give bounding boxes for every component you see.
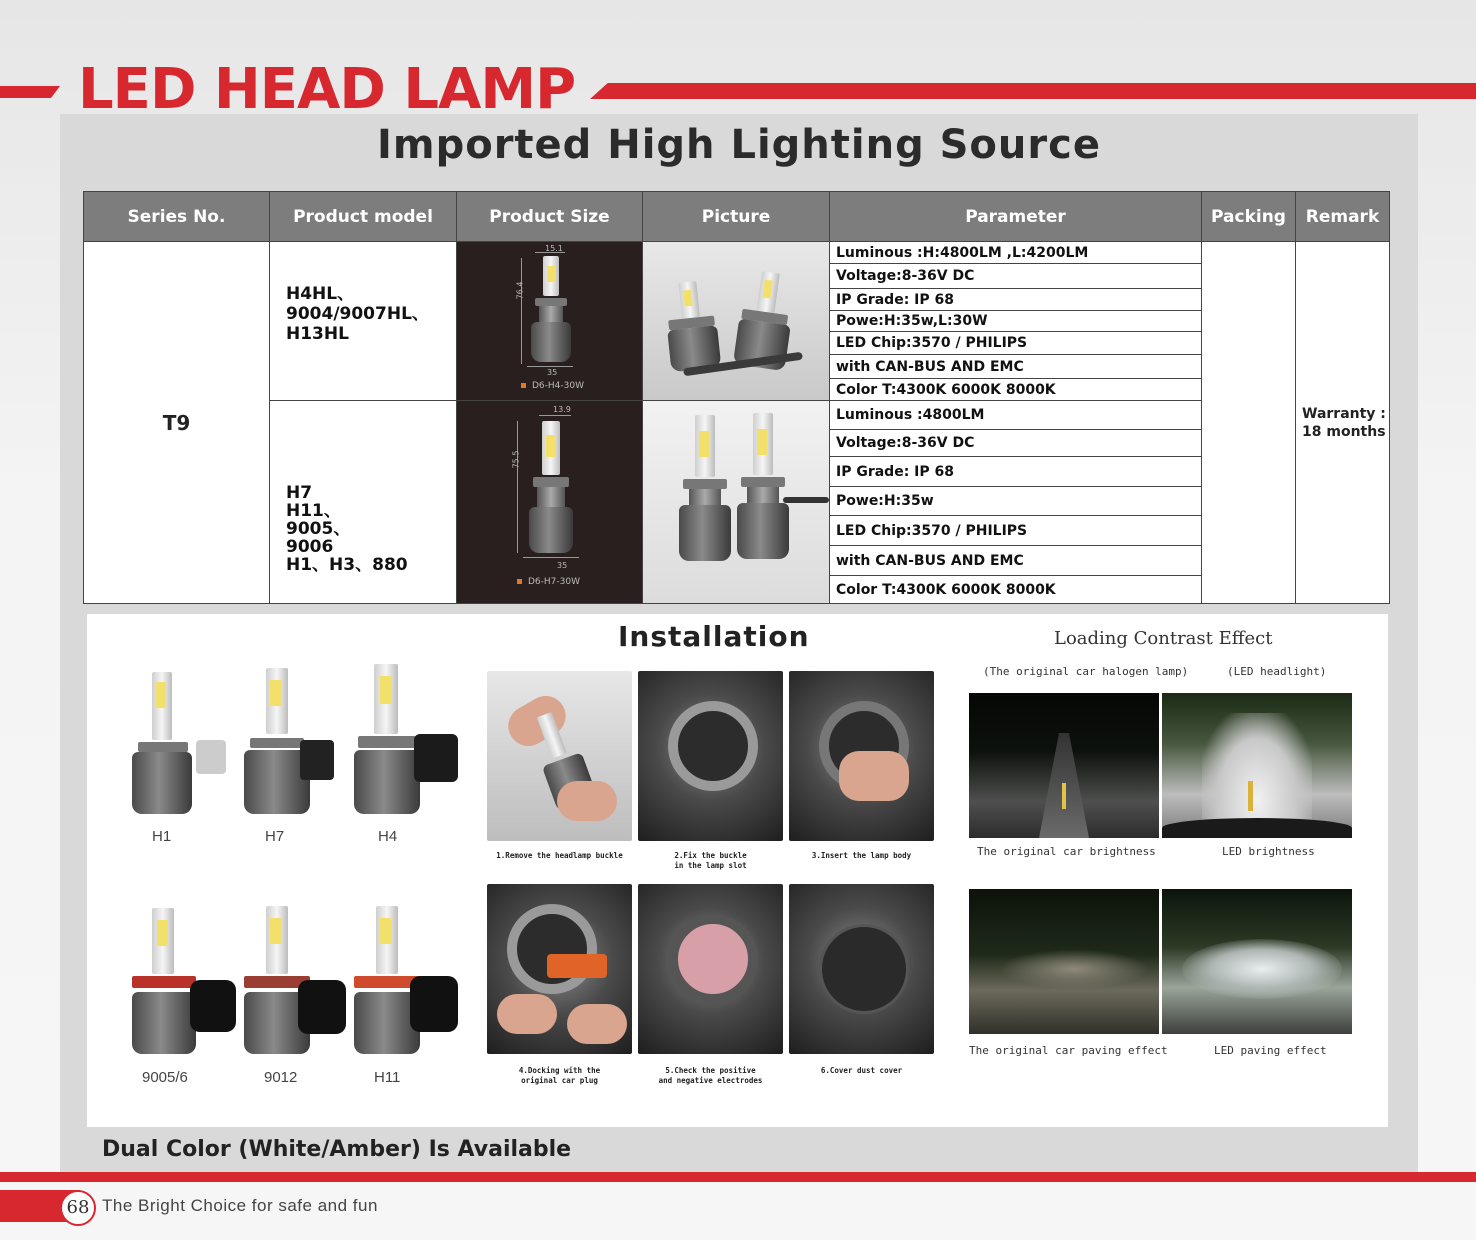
bulb-9005-image xyxy=(128,908,200,1058)
bulb-h1-image xyxy=(128,672,198,818)
dual-color-note: Dual Color (White/Amber) Is Available xyxy=(102,1137,572,1162)
bulb-label-9012: 9012 xyxy=(264,1069,298,1086)
parameter-item: Color T:4300K 6000K 8000K xyxy=(836,581,1056,598)
led-brightness-caption: LED brightness xyxy=(1222,845,1315,858)
parameter-item: IP Grade: IP 68 xyxy=(830,289,1201,311)
parameter-item: LED Chip:3570 / PHILIPS xyxy=(830,332,1201,355)
parameter-item: Powe:H:35w xyxy=(830,487,1201,516)
header-stripe-left xyxy=(0,86,60,98)
dim-bottom-label: 35 xyxy=(547,368,558,377)
parameter-list xyxy=(830,242,1201,400)
model-cell xyxy=(270,401,457,604)
comparison-left-label: (The original car halogen lamp) xyxy=(983,665,1189,678)
dimension-bulb-drawing xyxy=(527,421,575,555)
install-step-3-caption: 3.Insert the lamp body xyxy=(811,851,912,860)
dim-top-label: 15.1 xyxy=(545,244,563,253)
halogen-brightness-photo xyxy=(969,693,1159,838)
parameter-item: Voltage:8-36V DC xyxy=(830,430,1201,457)
model-list: H4HL、 9004/9007HL、 H13HL xyxy=(286,284,429,344)
parameter-cell xyxy=(830,242,1202,401)
warranty-text: Warranty : 18 months xyxy=(1302,405,1386,440)
page-title: LED HEAD LAMP xyxy=(78,57,576,122)
install-step-1-photo xyxy=(487,671,632,841)
parameter-item: Luminous :4800LM xyxy=(830,401,1201,430)
install-step-5-caption: 5.Check the positive and negative electrodes xyxy=(658,1066,763,1085)
parameter-item: LED Chip:3570 / PHILIPS xyxy=(830,516,1201,546)
9012-connector xyxy=(298,980,346,1034)
bulb-h4-image xyxy=(350,664,424,818)
parameter-list xyxy=(830,401,1201,603)
install-step-2-caption: 2.Fix the buckle in the lamp slot xyxy=(674,851,747,870)
packing-cell xyxy=(1202,242,1296,604)
parameter-cell xyxy=(830,401,1202,604)
install-step-1-caption: 1.Remove the headlamp buckle xyxy=(496,851,623,860)
install-step-3-photo xyxy=(789,671,934,841)
spec-table xyxy=(83,191,1390,604)
col-header-model: Product model xyxy=(270,192,457,242)
model-cell xyxy=(270,242,457,401)
product-photo-bulb xyxy=(735,413,791,563)
page-number: 68 xyxy=(60,1190,96,1226)
remark-cell xyxy=(1296,242,1390,604)
col-header-parameter: Parameter xyxy=(830,192,1202,242)
dim-top-label: 13.9 xyxy=(553,405,571,414)
parameter-item: with CAN-BUS AND EMC xyxy=(830,546,1201,576)
halogen-brightness-caption: The original car brightness xyxy=(977,845,1156,858)
parameter-item: with CAN-BUS AND EMC xyxy=(830,355,1201,379)
table-row xyxy=(84,401,1390,604)
picture-cell xyxy=(643,401,830,604)
h4-connector xyxy=(414,734,458,782)
halogen-paving-photo xyxy=(969,889,1159,1034)
install-step-6-photo xyxy=(789,884,934,1054)
bulb-label-9005-6: 9005/6 xyxy=(142,1069,188,1086)
install-step-4-photo xyxy=(487,884,632,1054)
parameter-item: Voltage:8-36V DC xyxy=(830,264,1201,289)
model-list: H7 H11、 9005、 9006 H1、H3、880 xyxy=(286,483,408,575)
size-drawing-cell xyxy=(457,401,643,604)
header-stripe-right xyxy=(590,83,1476,99)
bulb-label-h4: H4 xyxy=(378,828,398,845)
dim-side-label: 76.4 xyxy=(515,281,525,300)
led-brightness-photo xyxy=(1162,693,1352,838)
h7-connector xyxy=(300,740,334,780)
size-caption-text: D6-H4-30W xyxy=(532,381,584,391)
product-photo-bulb xyxy=(656,279,725,375)
install-step-4-caption: 4.Docking with the original car plug xyxy=(518,1066,601,1085)
led-paving-photo xyxy=(1162,889,1352,1034)
parameter-item: IP Grade: IP 68 xyxy=(830,457,1201,487)
size-caption-text: D6-H7-30W xyxy=(528,577,580,587)
page-subtitle: Imported High Lighting Source xyxy=(377,122,1101,168)
install-step-5-photo xyxy=(638,884,783,1054)
dim-bottom-label: 35 xyxy=(557,561,568,570)
install-step-2-photo xyxy=(638,671,783,841)
col-header-picture: Picture xyxy=(643,192,830,242)
h11-connector xyxy=(410,976,458,1032)
size-drawing-cell xyxy=(457,242,643,401)
table-header-row xyxy=(84,192,1390,242)
footer-tagline: The Bright Choice for safe and fun xyxy=(102,1196,378,1215)
halogen-paving-caption: The original car paving effect xyxy=(969,1044,1168,1057)
comparison-right-label: (LED headlight) xyxy=(1227,665,1327,678)
footer-stripe xyxy=(0,1172,1476,1182)
comparison-title: Loading Contrast Effect xyxy=(1054,628,1273,649)
col-header-series: Series No. xyxy=(84,192,270,242)
parameter-item: Color T:4300K 6000K 8000K xyxy=(836,381,1056,398)
dimension-bulb-drawing xyxy=(529,256,573,368)
size-caption xyxy=(521,381,584,391)
size-caption xyxy=(517,577,580,587)
bulb-label-h1: H1 xyxy=(152,828,172,845)
9005-connector xyxy=(190,980,236,1032)
led-paving-caption: LED paving effect xyxy=(1214,1044,1327,1057)
installation-title: Installation xyxy=(618,620,810,653)
table-row xyxy=(84,242,1390,401)
parameter-item: Powe:H:35w,L:30W xyxy=(830,311,1201,332)
col-header-remark: Remark xyxy=(1296,192,1390,242)
bulb-label-h11: H11 xyxy=(374,1069,401,1086)
h1-connector xyxy=(196,740,226,774)
install-step-6-caption: 6.Cover dust cover xyxy=(820,1066,903,1075)
parameter-item: Luminous :H:4800LM ,L:4200LM xyxy=(830,242,1201,264)
series-cell: T9 xyxy=(84,242,270,604)
product-photo-bulb xyxy=(677,415,733,565)
bulb-label-h7: H7 xyxy=(265,828,285,845)
dim-side-label: 75.5 xyxy=(511,450,521,469)
col-header-packing: Packing xyxy=(1202,192,1296,242)
col-header-size: Product Size xyxy=(457,192,643,242)
picture-cell xyxy=(643,242,830,401)
